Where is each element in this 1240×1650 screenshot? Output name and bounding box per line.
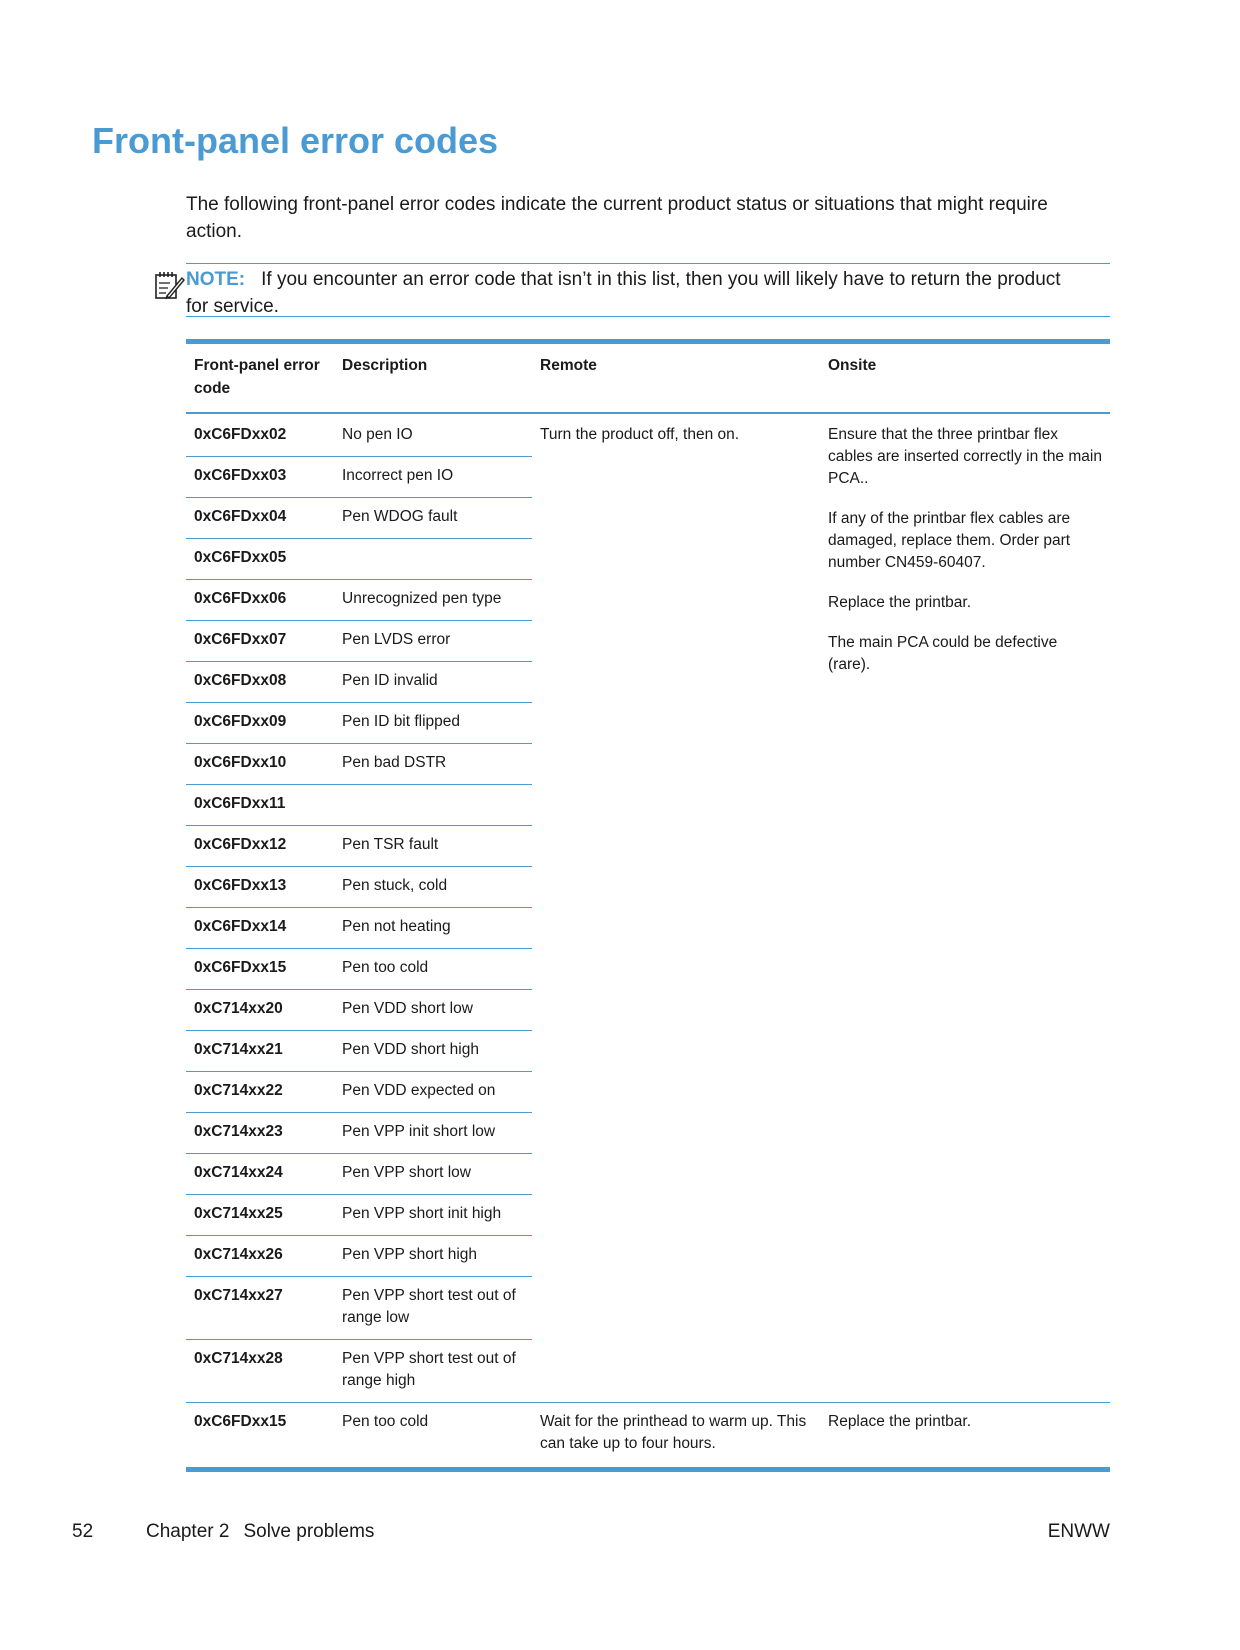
error-code-cell: 0xC714xx20 [186, 990, 334, 1031]
error-code-cell: 0xC6FDxx03 [186, 457, 334, 498]
error-code-cell: 0xC6FDxx09 [186, 703, 334, 744]
description-cell: Pen bad DSTR [334, 744, 532, 785]
onsite-step: Replace the printbar. [828, 594, 972, 611]
note-box [186, 263, 1110, 317]
description-cell: Pen TSR fault [334, 826, 532, 867]
error-code-cell: 0xC714xx26 [186, 1236, 334, 1277]
description-cell: Unrecognized pen type [334, 580, 532, 621]
description-cell: No pen IO [334, 413, 532, 457]
note-label: NOTE: [186, 269, 246, 290]
description-cell: Pen stuck, cold [334, 867, 532, 908]
remote-action-cell: Turn the product off, then on. [532, 413, 820, 1403]
error-code-cell: 0xC6FDxx12 [186, 826, 334, 867]
chapter-number: Chapter 2 [146, 1521, 230, 1542]
description-cell: Pen LVDS error [334, 621, 532, 662]
error-code-cell: 0xC6FDxx15 [186, 949, 334, 990]
header-error-code: Front-panel error code [186, 342, 334, 414]
error-code-cell: 0xC714xx23 [186, 1113, 334, 1154]
error-code-cell: 0xC714xx27 [186, 1277, 334, 1340]
error-code-cell: 0xC6FDxx02 [186, 413, 334, 457]
description-cell: Pen ID bit flipped [334, 703, 532, 744]
description-cell: Pen VDD short low [334, 990, 532, 1031]
header-onsite: Onsite [820, 342, 1110, 414]
description-cell: Pen VPP short init high [334, 1195, 532, 1236]
error-code-cell: 0xC6FDxx15 [194, 1413, 287, 1430]
description-cell: Pen VDD short high [334, 1031, 532, 1072]
page-number: 52 [72, 1521, 94, 1542]
description-cell: Pen VPP init short low [334, 1113, 532, 1154]
error-code-cell: 0xC714xx28 [186, 1340, 334, 1403]
error-code-cell: 0xC6FDxx08 [186, 662, 334, 703]
note-icon [153, 269, 185, 301]
error-codes-table [186, 339, 1110, 1472]
onsite-step: The main PCA could be defective (rare). [828, 634, 1058, 673]
description-cell: Pen too cold [342, 1413, 429, 1430]
note-body: If you encounter an error code that isn’t in this list, then you will likely have to return the product for service. [186, 269, 1061, 317]
onsite-action-cell: Replace the printbar. [828, 1413, 972, 1430]
error-code-cell: 0xC714xx25 [186, 1195, 334, 1236]
description-cell: Pen VPP short test out of range high [334, 1340, 532, 1403]
description-cell: Pen WDOG fault [334, 498, 532, 539]
error-code-cell: 0xC6FDxx07 [186, 621, 334, 662]
chapter-title: Solve problems [243, 1521, 375, 1542]
description-cell: Incorrect pen IO [334, 457, 532, 498]
onsite-step: Ensure that the three printbar flex cables are inserted correctly in the main PCA.. [828, 426, 1102, 487]
error-code-cell: 0xC6FDxx10 [186, 744, 334, 785]
description-cell: Pen VPP short high [334, 1236, 532, 1277]
page-title: Front-panel error codes [92, 120, 499, 161]
error-code-cell: 0xC6FDxx06 [186, 580, 334, 621]
error-code-cell: 0xC714xx21 [186, 1031, 334, 1072]
footer-locale: ENWW [1047, 1521, 1110, 1542]
description-cell: Pen too cold [334, 949, 532, 990]
description-cell [334, 539, 532, 580]
table-row [186, 413, 1110, 457]
table-header-row [186, 342, 1110, 414]
chapter-label [146, 1521, 374, 1543]
error-code-cell: 0xC6FDxx05 [186, 539, 334, 580]
description-cell: Pen VPP short low [334, 1154, 532, 1195]
error-code-cell: 0xC6FDxx14 [186, 908, 334, 949]
description-cell: Pen VPP short test out of range low [334, 1277, 532, 1340]
intro-paragraph: The following front-panel error codes indicate the current product status or situations that might require action. [186, 194, 1048, 242]
error-code-cell: 0xC714xx24 [186, 1154, 334, 1195]
onsite-step: If any of the printbar flex cables are damaged, replace them. Order part number CN459-60407. [828, 510, 1071, 571]
remote-action-cell: Wait for the printhead to warm up. This can take up to four hours. [540, 1413, 807, 1452]
description-cell [334, 785, 532, 826]
error-code-cell: 0xC6FDxx13 [186, 867, 334, 908]
error-code-cell: 0xC6FDxx11 [186, 785, 334, 826]
error-code-cell: 0xC6FDxx04 [186, 498, 334, 539]
description-cell: Pen VDD expected on [334, 1072, 532, 1113]
note-text [186, 266, 1086, 320]
header-description: Description [334, 342, 532, 414]
table-row [186, 1403, 1110, 1470]
description-cell: Pen ID invalid [334, 662, 532, 703]
description-cell: Pen not heating [334, 908, 532, 949]
onsite-action-cell [820, 413, 1110, 1403]
error-code-cell: 0xC714xx22 [186, 1072, 334, 1113]
header-remote: Remote [532, 342, 820, 414]
